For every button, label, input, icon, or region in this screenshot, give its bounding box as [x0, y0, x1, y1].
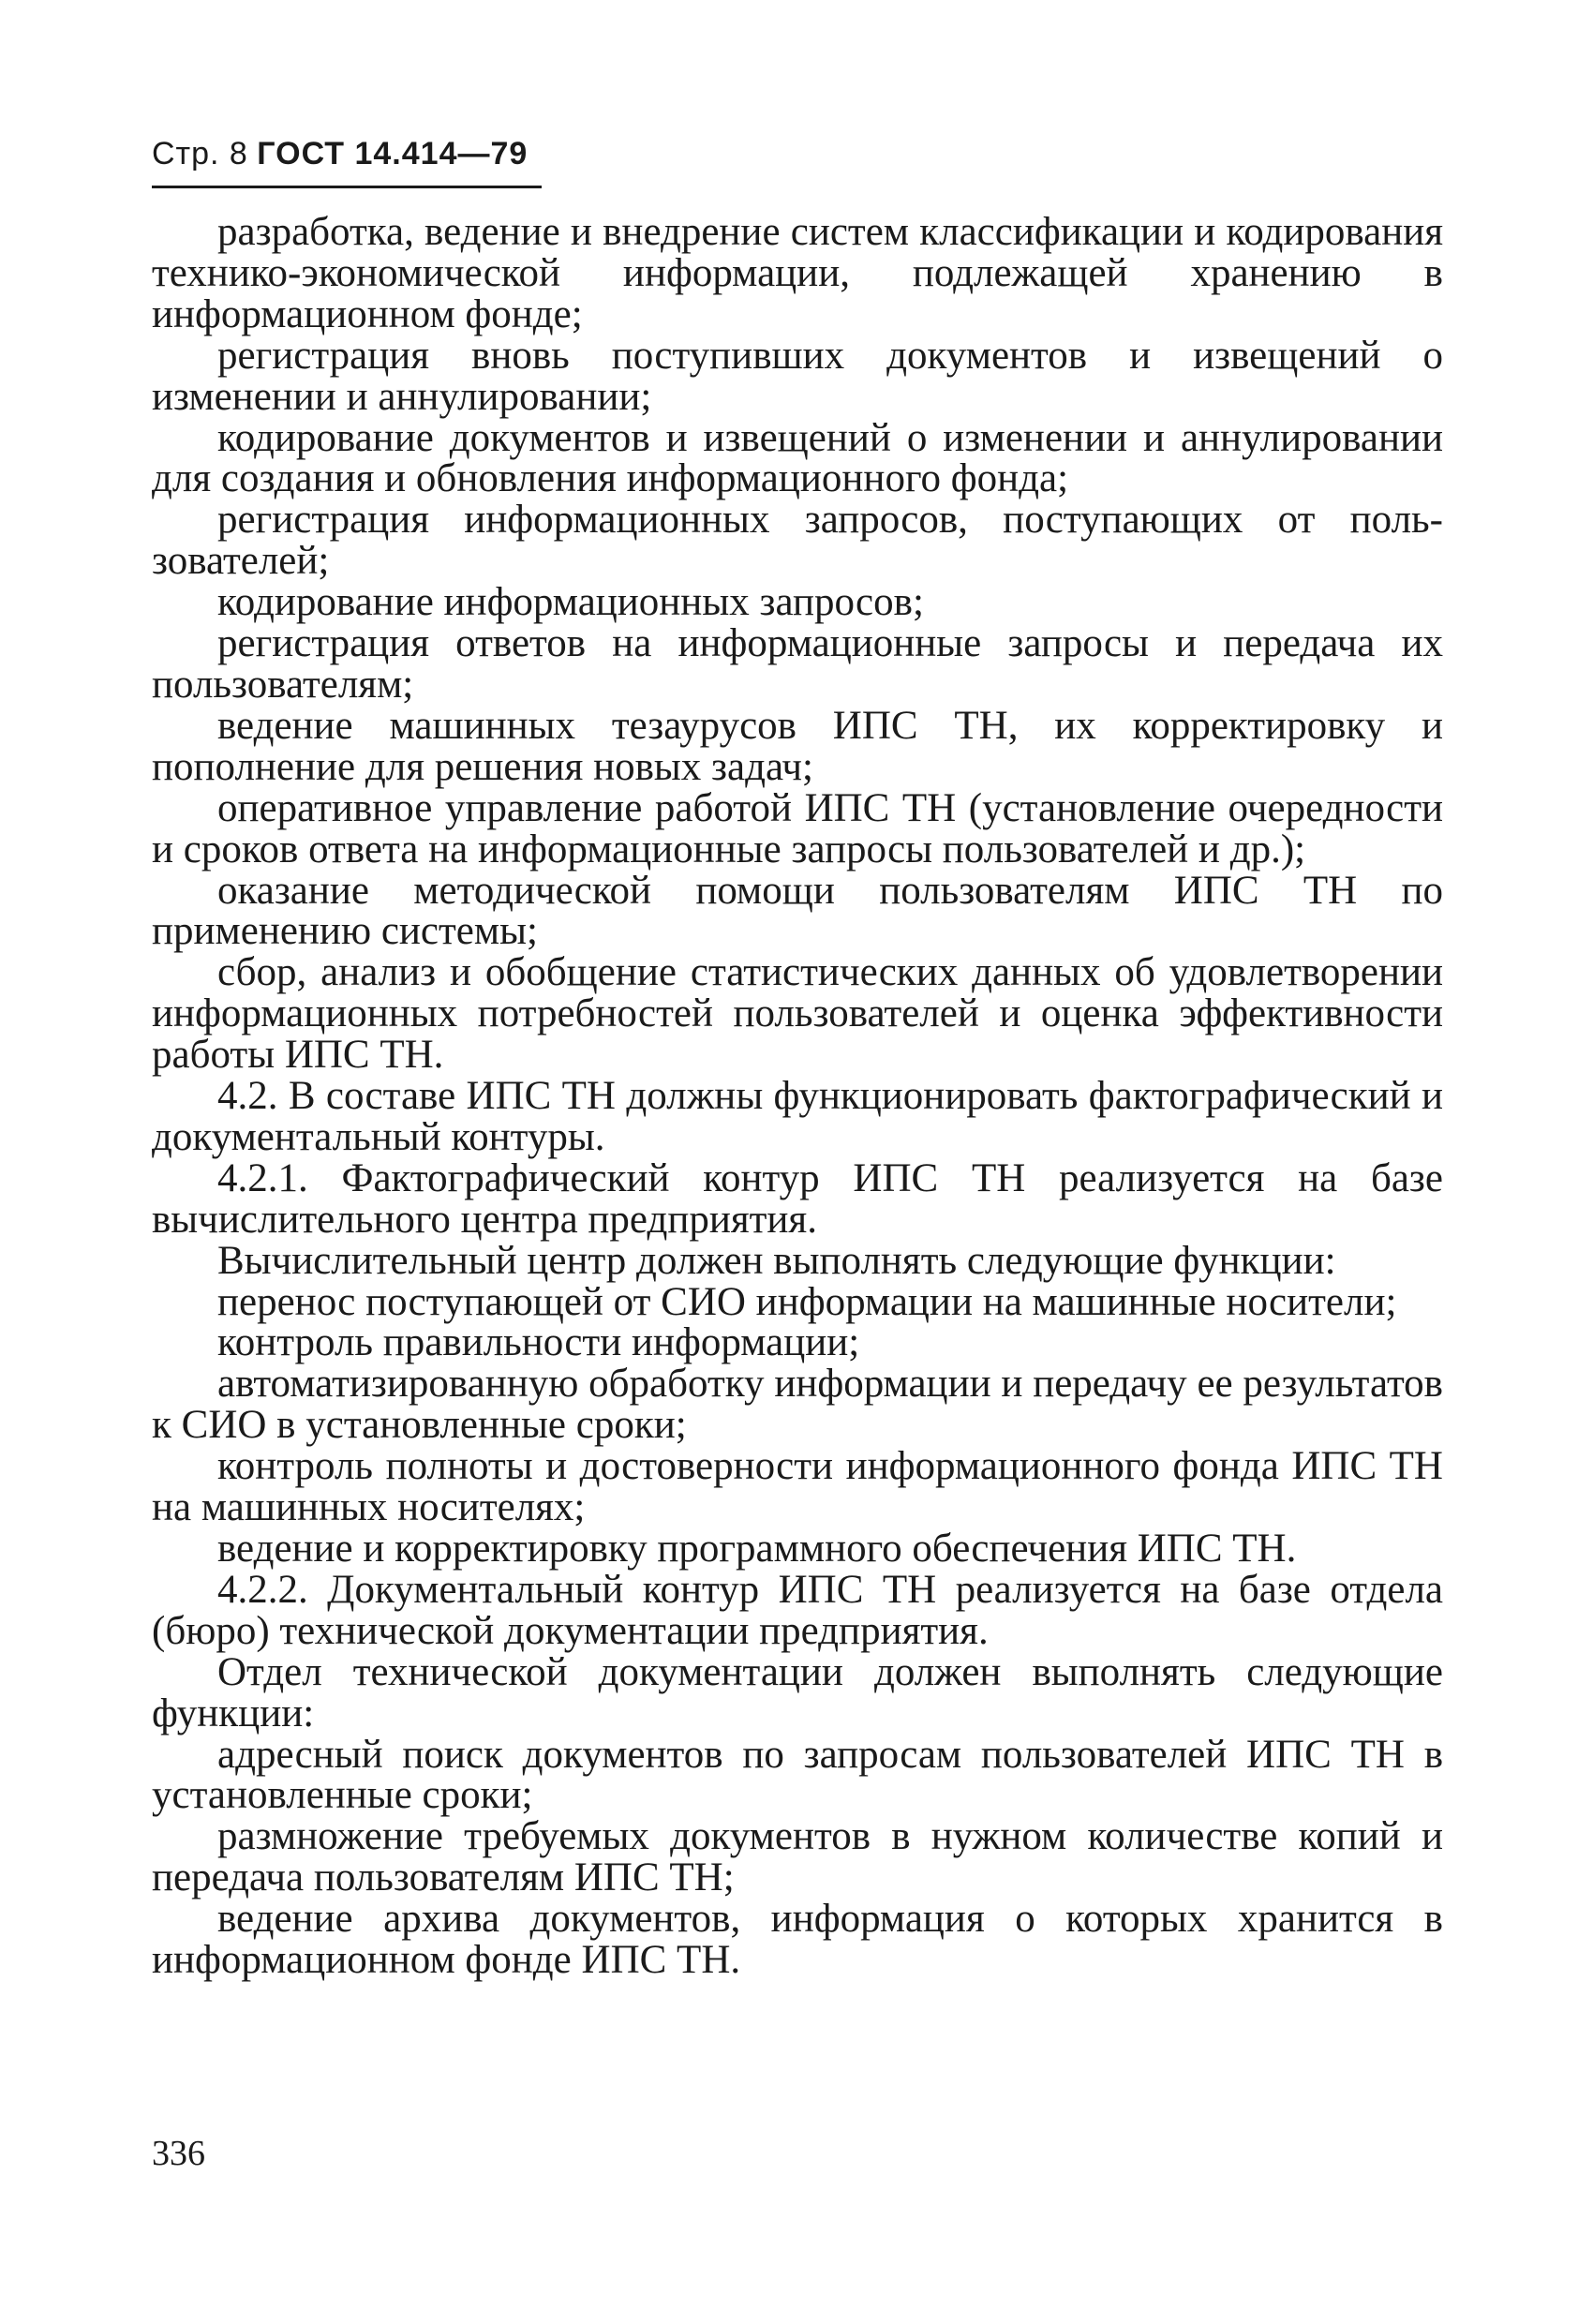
paragraph: оказание методической помощи пользователям ИПС ТН по применению системы; — [152, 868, 1443, 954]
paragraph: регистрация вновь поступивших документов и извещений о изменении и аннулировании; — [152, 333, 1443, 419]
paragraph: разработка, ведение и внедрение систем классификации и кодирования технико-экономической информации, подлежащей хранению в информационном фонде; — [152, 210, 1443, 336]
paragraph: кодирование информационных запросов; — [217, 580, 924, 625]
section-paragraph: 4.2.1. Фактографический контур ИПС ТН реализуется на базе вычислительного центра предприятия. — [152, 1155, 1443, 1242]
paragraph: размножение требуемых документов в нужном количестве копий и передача пользователям ИПС ТН; — [152, 1814, 1443, 1900]
paragraph: контроль полноты и достоверности информационного фонда ИПС ТН на машинных носителях; — [152, 1444, 1443, 1530]
paragraph: ведение архива документов, информация о которых хранится в информационном фонде ИПС ТН. — [152, 1897, 1443, 1983]
paragraph: регистрация ответов на информационные запросы и передача их пользователям; — [152, 621, 1443, 707]
paragraph: оперативное управление работой ИПС ТН (установление очередности и сроков ответа на информационные запросы пользователей и др.); — [152, 785, 1443, 872]
paragraph: Отдел технической документации должен выполнять следующие функции: — [152, 1649, 1443, 1736]
paragraph: Вычислительный центр должен выполнять следующие функции: — [217, 1238, 1336, 1283]
standard-designation: ГОСТ 14.414—79 — [257, 136, 529, 171]
paragraph: автоматизированную обработку информации и передачу ее результатов к СИО в установленные сроки; — [152, 1362, 1443, 1448]
body-text — [152, 212, 1443, 1981]
paragraph: ведение и корректировку программного обеспечения ИПС ТН. — [217, 1527, 1297, 1571]
paragraph: ведение машинных тезаурусов ИПС ТН, их корректировку и пополнение для решения новых задач; — [152, 703, 1443, 789]
page-header — [152, 129, 542, 188]
paragraph: кодирование документов и извещений о изменении и аннулировании для создания и обновления информационного фонда; — [152, 415, 1443, 501]
page-reference: Стр. 8 — [152, 136, 248, 171]
paragraph: перенос поступающей от СИО информации на машинные носители; — [217, 1279, 1397, 1324]
paragraph: регистрация информационных запросов, поступающих от пользователей; — [152, 498, 1443, 584]
paragraph: адресный поиск документов по запросам пользователей ИПС ТН в установленные сроки; — [152, 1732, 1443, 1818]
paragraph: контроль правильности информации; — [217, 1320, 860, 1365]
paragraph: сбор, анализ и обобщение статистических данных об удовлетворении информационных потребностей пользователей и оценка эффективности работы ИПС ТН. — [152, 950, 1443, 1078]
section-paragraph: 4.2.2. Документальный контур ИПС ТН реализуется на базе отдела (бюро) технической документации предприятия. — [152, 1567, 1443, 1653]
section-paragraph: 4.2. В составе ИПС ТН должны функционировать фактографический и документальный контуры. — [152, 1074, 1443, 1159]
page-number: 336 — [152, 2134, 205, 2173]
